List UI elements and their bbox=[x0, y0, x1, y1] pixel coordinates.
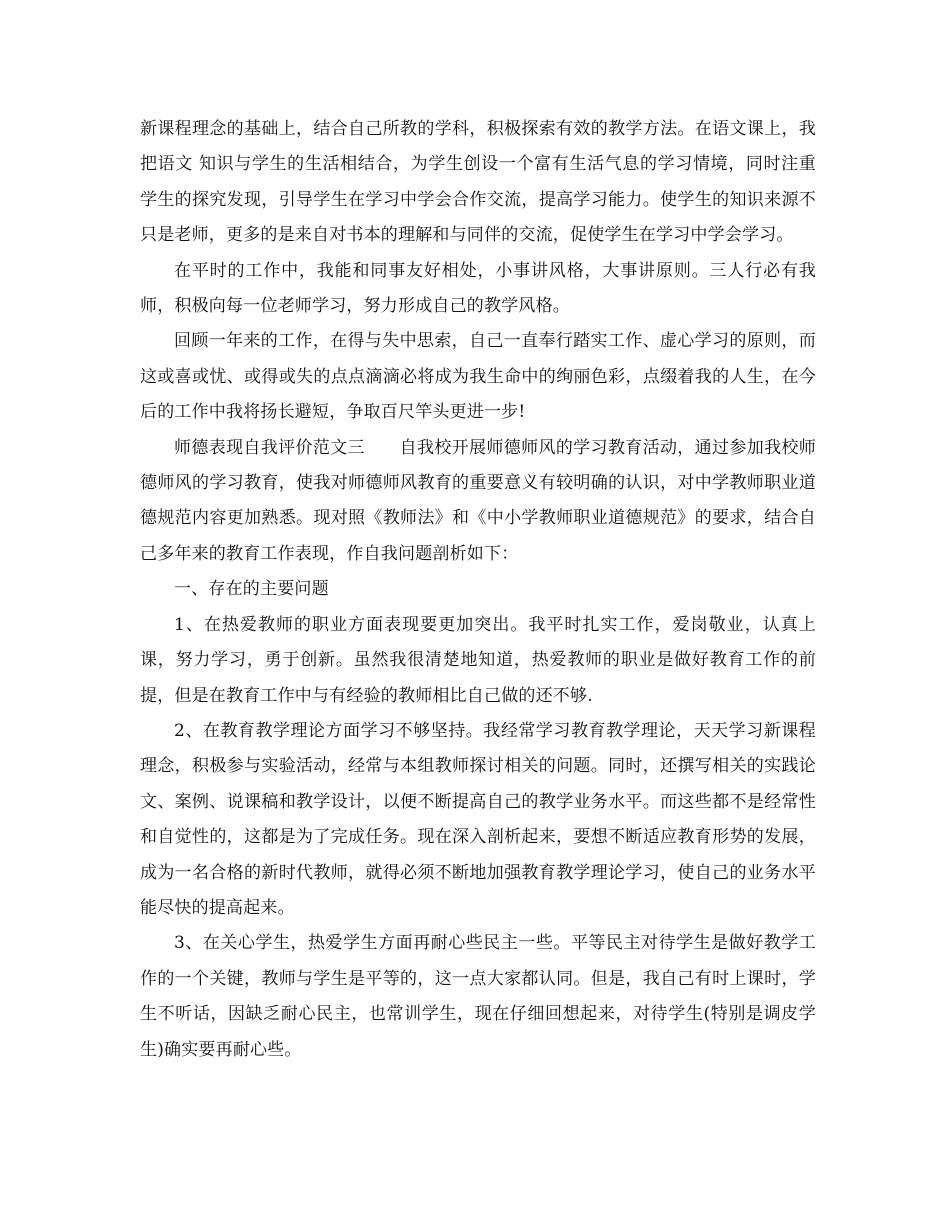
paragraph-2: 在平时的工作中，我能和同事友好相处，小事讲风格，大事讲原则。三人行必有我师，积极向每一位老师学习，努力形成自己的教学风格。 bbox=[140, 260, 816, 317]
paragraph-5: 1、在热爱教师的职业方面表现要更加突出。我平时扎实工作，爱岗敬业，认真上课，努力学习，勇于创新。虽然我很清楚地知道，热爱教师的职业是做好教育工作的前提，但是在教育工作中与有经验的教师相比自己做的还不够. bbox=[140, 614, 816, 706]
document-body bbox=[140, 112, 816, 1068]
paragraph-7: 3、在关心学生，热爱学生方面再耐心些民主一些。平等民主对待学生是做好教学工作的一个关键，教师与学生是平等的，这一点大家都认同。但是，我自己有时上课时，学生不听话，因缺乏耐心民主，也常训学生，现在仔细回想起来，对待学生(特别是调皮学生)确实要再耐心些。 bbox=[140, 933, 816, 1060]
paragraph-1: 新课程理念的基础上，结合自己所教的学科，积极探索有效的教学方法。在语文课上，我把语文 知识与学生的生活相结合，为学生创设一个富有生活气息的学习情境，同时注重学生的探究发现，引导学生在学习中学会合作交流，提高学习能力。使学生的知识来源不只是老师，更多的是来自对书本的理解和与同伴的交流，促使学生在学习中学会学习。 bbox=[140, 119, 816, 246]
paragraph-3: 回顾一年来的工作，在得与失中思索，自己一直奉行踏实工作、虚心学习的原则，而这或喜或忧、或得或失的点点滴滴必将成为我生命中的绚丽色彩，点缀着我的人生，在今后的工作中我将扬长避短，争取百尺竿头更进一步! bbox=[140, 331, 816, 423]
paragraph-4: 师德表现自我评价范文三 自我校开展师德师风的学习教育活动，通过参加我校师德师风的学习教育，使我对师德师风教育的重要意义有较明确的认识，对中学教师职业道德规范内容更加熟悉。现对照《教师法》和《中小学教师职业道德规范》的要求，结合自己多年来的教育工作表现，作自我问题剖析如下： bbox=[140, 437, 816, 564]
section-heading: 一、存在的主要问题 bbox=[174, 579, 329, 600]
paragraph-6: 2、在教育教学理论方面学习不够坚持。我经常学习教育教学理论，天天学习新课程理念，积极参与实验活动，经常与本组教师探讨相关的问题。同时，还撰写相关的实践论文、案例、说课稿和教学设计，以便不断提高自己的教学业务水平。而这些都不是经常性和自觉性的，这都是为了完成任务。现在深入剖析起来，要想不断适应教育形势的发展，成为一名合格的新时代教师，就得必须不断地加强教育教学理论学习，使自己的业务水平能尽快的提高起来。 bbox=[140, 720, 816, 918]
